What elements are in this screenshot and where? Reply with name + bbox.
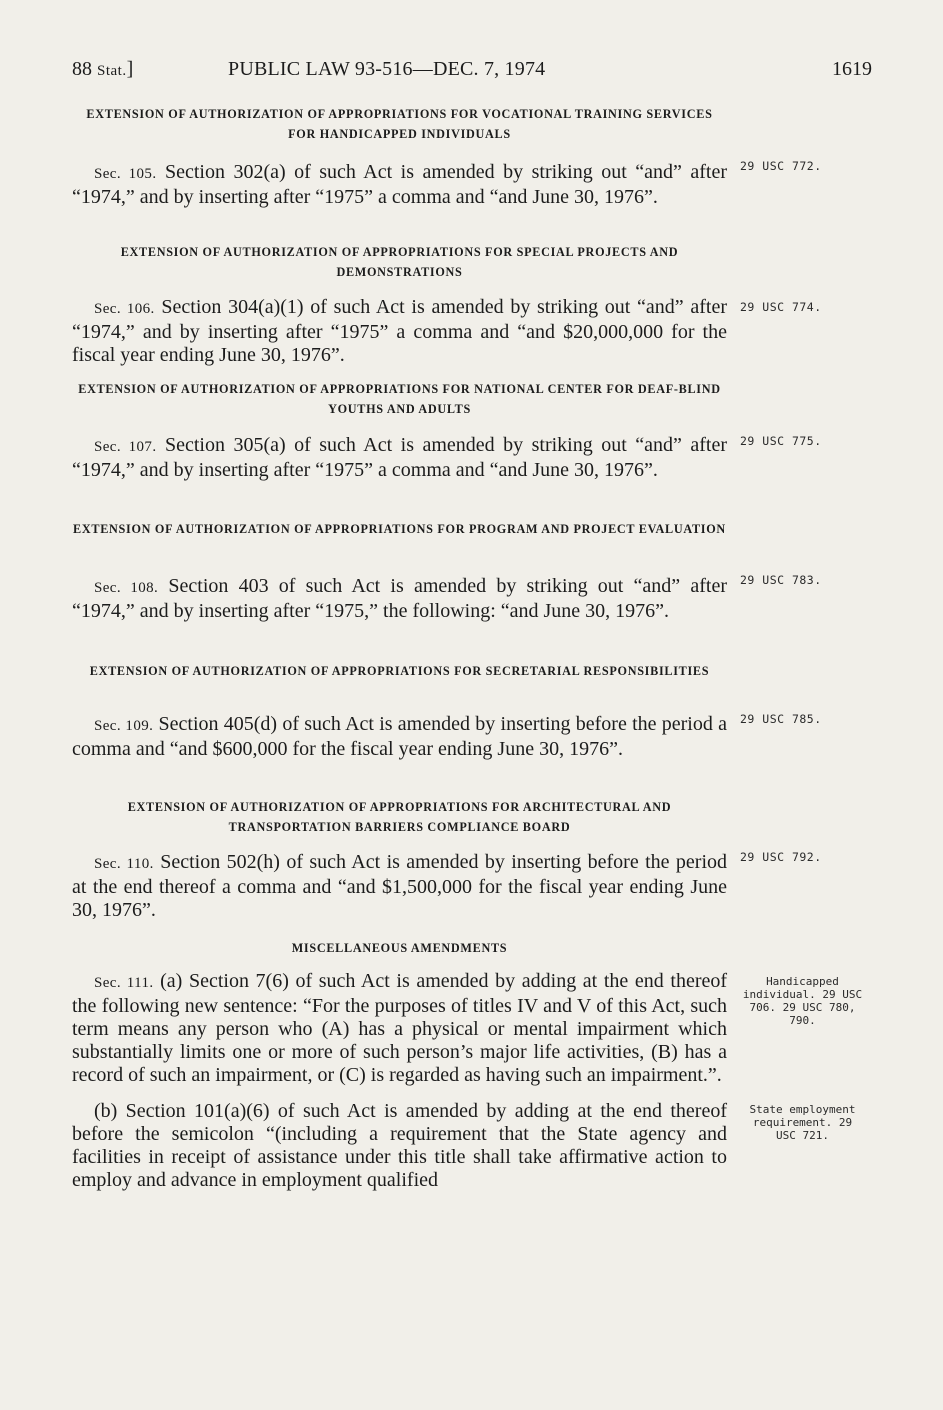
section-text: Section 502(h) of such Act is amended by inserting before the period at the end thereof a comma and “and $1,500,000 for the fiscal year ending June 30, 1976”. [72,851,728,921]
section-heading: EXTENSION OF AUTHORIZATION OF APPROPRIATIONS FOR SPECIAL PROJECTS AND DEMONSTRATIONS [120,245,679,279]
margin-note: Handicapped individual. 29 USC 706. 29 USC 780, 790. [742,975,863,1027]
section-heading: EXTENSION OF AUTHORIZATION OF APPROPRIATIONS FOR VOCATIONAL TRAINING SERVICES FOR HANDICAPPED INDIVIDUALS [86,107,713,141]
section-label: Sec. 109. [94,718,154,734]
section-paragraph [72,575,727,623]
subsection-paragraph: (b) Section 101(a)(6) of such Act is amended by adding at the end thereof before the semicolon “(including a requirement that the State agency and facilities in receipt of assistance under this title shall take affirmative action to employ and advance in employment qualified [72,1100,727,1191]
section-heading: EXTENSION OF AUTHORIZATION OF APPROPRIATIONS FOR NATIONAL CENTER FOR DEAF-BLIND YOUTHS AND ADULTS [78,382,721,416]
section-text: (a) Section 7(6) of such Act is amended by adding at the end thereof the following new sentence: “For the purposes of titles IV and V of this Act, such term means any person who (A) has a physical or mental impairment which substantially limits one or more of such person’s major life activities, (B) has a record of such an impairment, or (C) is regarded as having such an impairment.”. [72,970,728,1086]
section-label: Sec. 108. [94,580,159,596]
volume-number: 88 [72,58,92,80]
section-text: Section 304(a)(1) of such Act is amended by striking out “and” after “1974,” and by inserting after “1975” a comma and “and $20,000,000 for the fiscal year ending June 30, 1976”. [72,296,728,366]
section-paragraph [72,970,727,1087]
section-paragraph [72,161,727,209]
section-label: Sec. 107. [94,439,157,455]
section-heading: EXTENSION OF AUTHORIZATION OF APPROPRIATIONS FOR SECRETARIAL RESPONSIBILITIES [89,664,710,678]
section-label: Sec. 106. [94,301,155,317]
section-text: Section 405(d) of such Act is amended by inserting before the period a comma and “and $600,000 for the fiscal year ending June 30, 1976”. [72,713,727,760]
section-heading: MISCELLANEOUS AMENDMENTS [291,941,508,955]
section-label: Sec. 110. [94,856,154,872]
law-title: PUBLIC LAW 93-516—DEC. 7, 1974 [228,58,546,80]
section-paragraph [72,434,727,482]
statute-citation [72,58,133,81]
margin-note: 29 USC 783. [740,573,822,587]
page-number: 1619 [832,58,872,80]
section-text: Section 302(a) of such Act is amended by striking out “and” after “1974,” and by inserting after “1975” a comma and “and June 30, 1976”. [72,161,727,208]
margin-note: State employment requirement. 29 USC 721. [749,1103,856,1142]
section-paragraph [72,851,727,922]
margin-note: 29 USC 772. [740,159,822,173]
margin-note: 29 USC 792. [740,850,822,864]
section-label: Sec. 111. [94,975,154,991]
section-heading: EXTENSION OF AUTHORIZATION OF APPROPRIATIONS FOR ARCHITECTURAL AND TRANSPORTATION BARRIERS COMPLIANCE BOARD [127,800,672,834]
section-paragraph [72,296,727,367]
section-label: Sec. 105. [94,166,157,182]
section-heading: EXTENSION OF AUTHORIZATION OF APPROPRIATIONS FOR PROGRAM AND PROJECT EVALUATION [73,522,726,536]
section-text: Section 403 of such Act is amended by striking out “and” after “1974,” and by inserting after “1975,” the following: “and June 30, 1976”. [72,575,727,622]
section-paragraph [72,713,727,761]
section-text: Section 305(a) of such Act is amended by striking out “and” after “1974,” and by inserting after “1975” a comma and “and June 30, 1976”. [72,434,727,481]
margin-note: 29 USC 785. [740,712,822,726]
page-header [72,58,872,84]
stat-label: Stat. [97,63,127,79]
margin-note: 29 USC 775. [740,434,822,448]
stat-bracket: ] [126,58,134,80]
margin-note: 29 USC 774. [740,300,822,314]
